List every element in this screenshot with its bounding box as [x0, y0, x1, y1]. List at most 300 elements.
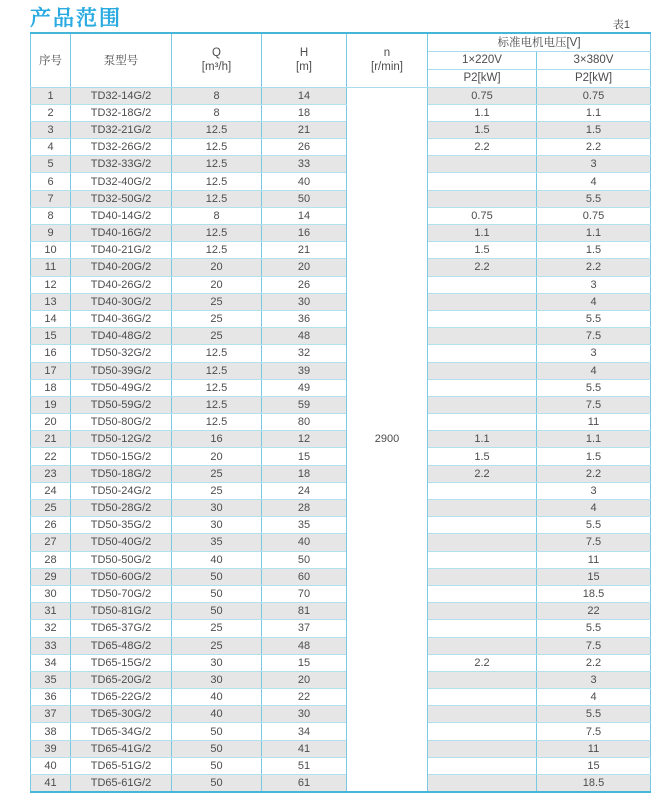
cell-head: 61: [262, 775, 347, 792]
cell-p2-220v: [428, 603, 537, 620]
cell-index: 14: [31, 310, 71, 327]
cell-p2-380v: 1.5: [537, 448, 651, 465]
cell-model: TD50-32G/2: [71, 345, 172, 362]
cell-flow: 40: [172, 689, 262, 706]
cell-p2-220v: [428, 671, 537, 688]
cell-flow: 12.5: [172, 190, 262, 207]
cell-head: 30: [262, 706, 347, 723]
cell-p2-380v: 1.5: [537, 242, 651, 259]
cell-p2-380v: 22: [537, 603, 651, 620]
cell-head: 48: [262, 328, 347, 345]
cell-model: TD50-49G/2: [71, 379, 172, 396]
table-row: [31, 396, 651, 413]
cell-model: TD65-41G/2: [71, 740, 172, 757]
cell-flow: 25: [172, 482, 262, 499]
cell-head: 39: [262, 362, 347, 379]
cell-model: TD50-12G/2: [71, 431, 172, 448]
cell-index: 5: [31, 156, 71, 173]
cell-p2-220v: 1.5: [428, 448, 537, 465]
cell-p2-220v: [428, 482, 537, 499]
table-row: [31, 139, 651, 156]
cell-p2-380v: 11: [537, 740, 651, 757]
table-number-label: 表1: [612, 19, 630, 31]
cell-flow: 50: [172, 757, 262, 774]
cell-head: 20: [262, 259, 347, 276]
table-row: [31, 242, 651, 259]
cell-flow: 50: [172, 568, 262, 585]
cell-flow: 12.5: [172, 139, 262, 156]
table-row: [31, 568, 651, 585]
cell-model: TD65-37G/2: [71, 620, 172, 637]
cell-index: 33: [31, 637, 71, 654]
cell-model: TD40-20G/2: [71, 259, 172, 276]
cell-head: 22: [262, 689, 347, 706]
cell-p2-380v: 4: [537, 293, 651, 310]
cell-flow: 12.5: [172, 173, 262, 190]
cell-flow: 12.5: [172, 156, 262, 173]
cell-head: 15: [262, 448, 347, 465]
table-row: [31, 121, 651, 138]
cell-p2-220v: 0.75: [428, 207, 537, 224]
cell-flow: 30: [172, 517, 262, 534]
cell-head: 34: [262, 723, 347, 740]
table-row: [31, 310, 651, 327]
table-row: [31, 190, 651, 207]
cell-flow: 30: [172, 654, 262, 671]
header-p2-220: P2[kW]: [428, 69, 537, 87]
cell-index: 17: [31, 362, 71, 379]
cell-p2-380v: 2.2: [537, 654, 651, 671]
table-row: [31, 723, 651, 740]
cell-head: 60: [262, 568, 347, 585]
cell-head: 40: [262, 173, 347, 190]
cell-index: 18: [31, 379, 71, 396]
cell-p2-220v: 1.1: [428, 431, 537, 448]
table-row: [31, 654, 651, 671]
cell-p2-380v: 5.5: [537, 517, 651, 534]
cell-speed-merged: 2900: [347, 87, 428, 792]
cell-p2-380v: 0.75: [537, 207, 651, 224]
cell-p2-380v: 7.5: [537, 328, 651, 345]
cell-flow: 50: [172, 585, 262, 602]
cell-p2-220v: 1.5: [428, 242, 537, 259]
cell-head: 59: [262, 396, 347, 413]
header-model: 泵型号: [71, 33, 172, 87]
cell-p2-380v: 7.5: [537, 637, 651, 654]
cell-p2-220v: 2.2: [428, 139, 537, 156]
cell-head: 32: [262, 345, 347, 362]
cell-model: TD65-61G/2: [71, 775, 172, 792]
page-title: 产品范围: [30, 7, 122, 30]
cell-p2-220v: [428, 276, 537, 293]
table-row: [31, 500, 651, 517]
cell-p2-220v: [428, 396, 537, 413]
cell-p2-220v: 2.2: [428, 259, 537, 276]
header-speed-symbol: n: [383, 46, 391, 59]
cell-p2-380v: 15: [537, 757, 651, 774]
cell-index: 21: [31, 431, 71, 448]
cell-p2-380v: 1.5: [537, 121, 651, 138]
cell-index: 2: [31, 104, 71, 121]
cell-head: 15: [262, 654, 347, 671]
cell-head: 21: [262, 242, 347, 259]
table-row: [31, 173, 651, 190]
cell-p2-220v: [428, 293, 537, 310]
cell-p2-380v: 1.1: [537, 225, 651, 242]
cell-flow: 12.5: [172, 121, 262, 138]
cell-p2-380v: 18.5: [537, 775, 651, 792]
cell-p2-220v: [428, 362, 537, 379]
cell-model: TD65-34G/2: [71, 723, 172, 740]
cell-index: 29: [31, 568, 71, 585]
cell-head: 41: [262, 740, 347, 757]
cell-p2-220v: [428, 706, 537, 723]
cell-index: 3: [31, 121, 71, 138]
table-row: [31, 637, 651, 654]
cell-index: 10: [31, 242, 71, 259]
cell-p2-220v: [428, 740, 537, 757]
cell-head: 70: [262, 585, 347, 602]
cell-head: 18: [262, 104, 347, 121]
table-row: [31, 689, 651, 706]
table-row: [31, 207, 651, 224]
cell-flow: 35: [172, 534, 262, 551]
table-row: [31, 551, 651, 568]
cell-p2-220v: 1.1: [428, 225, 537, 242]
cell-p2-220v: [428, 517, 537, 534]
cell-index: 27: [31, 534, 71, 551]
table-row: [31, 414, 651, 431]
cell-model: TD40-21G/2: [71, 242, 172, 259]
cell-model: TD40-36G/2: [71, 310, 172, 327]
cell-model: TD40-16G/2: [71, 225, 172, 242]
cell-p2-220v: [428, 551, 537, 568]
header-head-unit: [m]: [296, 61, 312, 74]
cell-index: 11: [31, 259, 71, 276]
cell-p2-380v: 5.5: [537, 379, 651, 396]
cell-head: 48: [262, 637, 347, 654]
cell-head: 28: [262, 500, 347, 517]
cell-flow: 12.5: [172, 242, 262, 259]
cell-index: 13: [31, 293, 71, 310]
cell-flow: 25: [172, 310, 262, 327]
cell-index: 16: [31, 345, 71, 362]
cell-model: TD50-39G/2: [71, 362, 172, 379]
cell-model: TD32-18G/2: [71, 104, 172, 121]
cell-model: TD50-15G/2: [71, 448, 172, 465]
cell-p2-380v: 4: [537, 689, 651, 706]
header-flow: [172, 33, 262, 87]
cell-head: 51: [262, 757, 347, 774]
cell-flow: 12.5: [172, 362, 262, 379]
cell-flow: 50: [172, 603, 262, 620]
cell-p2-220v: [428, 757, 537, 774]
cell-index: 19: [31, 396, 71, 413]
cell-index: 25: [31, 500, 71, 517]
cell-flow: 12.5: [172, 345, 262, 362]
cell-head: 14: [262, 207, 347, 224]
cell-head: 14: [262, 87, 347, 104]
product-range-table: [30, 32, 651, 793]
header-flow-unit: [m³/h]: [201, 61, 232, 74]
cell-p2-220v: [428, 585, 537, 602]
cell-index: 22: [31, 448, 71, 465]
cell-flow: 25: [172, 328, 262, 345]
cell-p2-220v: [428, 689, 537, 706]
table-row: [31, 104, 651, 121]
cell-index: 7: [31, 190, 71, 207]
cell-index: 20: [31, 414, 71, 431]
cell-index: 6: [31, 173, 71, 190]
cell-index: 40: [31, 757, 71, 774]
cell-head: 21: [262, 121, 347, 138]
cell-p2-380v: 11: [537, 414, 651, 431]
cell-p2-380v: 18.5: [537, 585, 651, 602]
cell-p2-220v: [428, 637, 537, 654]
cell-p2-380v: 7.5: [537, 534, 651, 551]
cell-p2-220v: [428, 775, 537, 792]
cell-model: TD65-22G/2: [71, 689, 172, 706]
table-row: [31, 259, 651, 276]
table-row: [31, 448, 651, 465]
cell-model: TD50-28G/2: [71, 500, 172, 517]
cell-p2-380v: 3: [537, 671, 651, 688]
cell-model: TD65-15G/2: [71, 654, 172, 671]
cell-index: 32: [31, 620, 71, 637]
cell-p2-380v: 1.1: [537, 104, 651, 121]
cell-index: 15: [31, 328, 71, 345]
table-row: [31, 225, 651, 242]
cell-head: 81: [262, 603, 347, 620]
cell-head: 50: [262, 190, 347, 207]
cell-p2-220v: [428, 310, 537, 327]
cell-head: 33: [262, 156, 347, 173]
cell-index: 26: [31, 517, 71, 534]
cell-p2-380v: 2.2: [537, 139, 651, 156]
cell-model: TD50-70G/2: [71, 585, 172, 602]
cell-head: 36: [262, 310, 347, 327]
table-row: [31, 465, 651, 482]
cell-p2-220v: [428, 190, 537, 207]
cell-p2-380v: 3: [537, 482, 651, 499]
cell-p2-380v: 3: [537, 156, 651, 173]
cell-flow: 25: [172, 293, 262, 310]
cell-p2-380v: 2.2: [537, 465, 651, 482]
table-row: [31, 534, 651, 551]
cell-model: TD50-35G/2: [71, 517, 172, 534]
cell-p2-380v: 1.1: [537, 431, 651, 448]
table-row: [31, 156, 651, 173]
cell-p2-380v: 5.5: [537, 620, 651, 637]
cell-index: 30: [31, 585, 71, 602]
cell-head: 12: [262, 431, 347, 448]
cell-head: 26: [262, 139, 347, 156]
cell-model: TD65-20G/2: [71, 671, 172, 688]
cell-head: 26: [262, 276, 347, 293]
cell-flow: 40: [172, 706, 262, 723]
table-row: [31, 328, 651, 345]
cell-model: TD32-14G/2: [71, 87, 172, 104]
cell-head: 50: [262, 551, 347, 568]
cell-flow: 30: [172, 671, 262, 688]
table-header: [31, 33, 651, 87]
cell-index: 8: [31, 207, 71, 224]
cell-p2-220v: [428, 534, 537, 551]
cell-index: 36: [31, 689, 71, 706]
cell-flow: 20: [172, 259, 262, 276]
cell-p2-220v: [428, 156, 537, 173]
cell-model: TD50-81G/2: [71, 603, 172, 620]
cell-index: 24: [31, 482, 71, 499]
cell-index: 39: [31, 740, 71, 757]
cell-p2-220v: [428, 500, 537, 517]
cell-index: 23: [31, 465, 71, 482]
table-row: [31, 706, 651, 723]
cell-head: 35: [262, 517, 347, 534]
cell-head: 24: [262, 482, 347, 499]
cell-p2-220v: [428, 379, 537, 396]
cell-index: 41: [31, 775, 71, 792]
cell-p2-220v: 1.5: [428, 121, 537, 138]
cell-model: TD50-24G/2: [71, 482, 172, 499]
table-row: [31, 740, 651, 757]
cell-index: 1: [31, 87, 71, 104]
table-row: [31, 585, 651, 602]
cell-flow: 25: [172, 465, 262, 482]
cell-p2-220v: [428, 345, 537, 362]
cell-p2-380v: 4: [537, 500, 651, 517]
header-head-symbol: H: [299, 46, 309, 59]
cell-index: 34: [31, 654, 71, 671]
cell-flow: 25: [172, 620, 262, 637]
cell-p2-380v: 5.5: [537, 706, 651, 723]
cell-model: TD40-14G/2: [71, 207, 172, 224]
cell-model: TD65-51G/2: [71, 757, 172, 774]
cell-model: TD50-50G/2: [71, 551, 172, 568]
header-flow-symbol: Q: [212, 46, 221, 59]
cell-model: TD32-21G/2: [71, 121, 172, 138]
cell-model: TD50-80G/2: [71, 414, 172, 431]
cell-p2-380v: 2.2: [537, 259, 651, 276]
cell-model: TD32-33G/2: [71, 156, 172, 173]
cell-flow: 30: [172, 500, 262, 517]
cell-index: 38: [31, 723, 71, 740]
header-voltage-380: 3×380V: [537, 51, 651, 69]
cell-p2-380v: 5.5: [537, 190, 651, 207]
table-row: [31, 775, 651, 792]
header-p2-380: P2[kW]: [537, 69, 651, 87]
cell-p2-220v: [428, 173, 537, 190]
cell-flow: 40: [172, 551, 262, 568]
cell-flow: 25: [172, 637, 262, 654]
table-row: [31, 482, 651, 499]
cell-p2-380v: 11: [537, 551, 651, 568]
header-index: 序号: [31, 33, 71, 87]
table-row: [31, 517, 651, 534]
header-speed: [347, 33, 428, 87]
cell-flow: 12.5: [172, 379, 262, 396]
cell-p2-380v: 7.5: [537, 723, 651, 740]
cell-index: 4: [31, 139, 71, 156]
cell-p2-380v: 15: [537, 568, 651, 585]
cell-p2-380v: 4: [537, 173, 651, 190]
table-row: [31, 345, 651, 362]
cell-index: 12: [31, 276, 71, 293]
cell-head: 37: [262, 620, 347, 637]
cell-head: 49: [262, 379, 347, 396]
table-row: [31, 379, 651, 396]
cell-head: 18: [262, 465, 347, 482]
cell-model: TD40-48G/2: [71, 328, 172, 345]
cell-model: TD40-30G/2: [71, 293, 172, 310]
table-row: [31, 362, 651, 379]
cell-flow: 50: [172, 723, 262, 740]
cell-p2-220v: [428, 414, 537, 431]
header-speed-unit: [r/min]: [371, 61, 403, 74]
cell-model: TD50-60G/2: [71, 568, 172, 585]
cell-p2-380v: 3: [537, 276, 651, 293]
cell-model: TD50-18G/2: [71, 465, 172, 482]
cell-index: 35: [31, 671, 71, 688]
cell-p2-380v: 7.5: [537, 396, 651, 413]
cell-model: TD32-50G/2: [71, 190, 172, 207]
cell-model: TD65-48G/2: [71, 637, 172, 654]
cell-flow: 50: [172, 775, 262, 792]
cell-index: 37: [31, 706, 71, 723]
cell-flow: 8: [172, 87, 262, 104]
cell-p2-220v: [428, 568, 537, 585]
table-row: [31, 431, 651, 448]
cell-p2-220v: [428, 328, 537, 345]
cell-head: 80: [262, 414, 347, 431]
cell-head: 16: [262, 225, 347, 242]
cell-flow: 20: [172, 448, 262, 465]
header-voltage-220: 1×220V: [428, 51, 537, 69]
cell-p2-220v: [428, 723, 537, 740]
header-head: [262, 33, 347, 87]
cell-model: TD32-26G/2: [71, 139, 172, 156]
cell-p2-220v: 2.2: [428, 654, 537, 671]
cell-flow: 16: [172, 431, 262, 448]
cell-model: TD32-40G/2: [71, 173, 172, 190]
header-voltage-group: 标准电机电压[V]: [428, 33, 651, 51]
cell-p2-380v: 5.5: [537, 310, 651, 327]
cell-model: TD50-59G/2: [71, 396, 172, 413]
cell-model: TD65-30G/2: [71, 706, 172, 723]
cell-index: 31: [31, 603, 71, 620]
table-row: [31, 276, 651, 293]
cell-head: 40: [262, 534, 347, 551]
cell-model: TD50-40G/2: [71, 534, 172, 551]
cell-head: 20: [262, 671, 347, 688]
cell-flow: 8: [172, 207, 262, 224]
cell-flow: 8: [172, 104, 262, 121]
cell-flow: 12.5: [172, 414, 262, 431]
table-row: [31, 757, 651, 774]
table-row: [31, 87, 651, 104]
table-row: [31, 293, 651, 310]
cell-p2-380v: 3: [537, 345, 651, 362]
cell-flow: 20: [172, 276, 262, 293]
cell-p2-220v: [428, 620, 537, 637]
cell-p2-220v: 1.1: [428, 104, 537, 121]
cell-flow: 12.5: [172, 225, 262, 242]
table-row: [31, 603, 651, 620]
cell-model: TD40-26G/2: [71, 276, 172, 293]
table-body: [31, 87, 651, 792]
cell-flow: 50: [172, 740, 262, 757]
table-row: [31, 671, 651, 688]
